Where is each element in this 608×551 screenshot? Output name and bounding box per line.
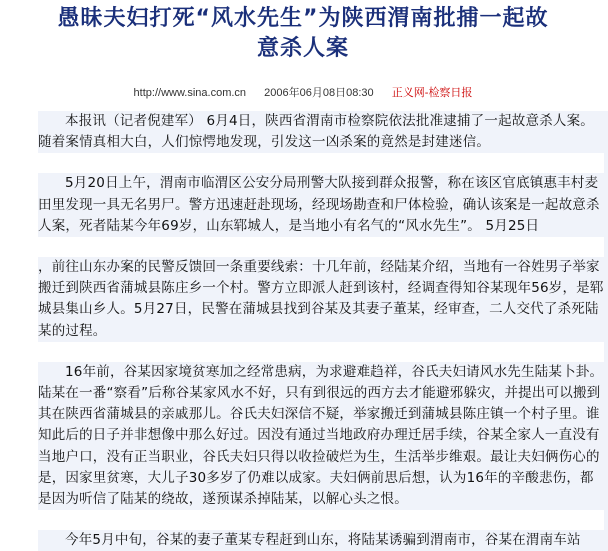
paragraph-2-continued: ，前往山东办案的民警反馈回一条重要线索：十几年前，经陆某介绍，当地有一谷姓男子举家搬迁到陕西省蒲城县陈庄乡一个村。警方立即派人赶到该村，经调查得知谷某现年56岁，是郓城县集山乡人。5月27日，民警在蒲城县找到谷某及其妻子董某，经审查，二人交代了杀死陆某的过程。 — [38, 259, 604, 339]
article-source — [392, 87, 473, 99]
headline-line-2: 意杀人案 — [256, 36, 349, 61]
source-separator: - — [424, 87, 429, 99]
article-body — [38, 111, 608, 551]
source-site-link[interactable]: 正义网 — [391, 87, 425, 99]
source-paper-link[interactable]: 检察日报 — [428, 87, 473, 99]
paragraph-2: 5月20日上午，渭南市临渭区公安分局刑警大队接到群众报警，称在该区官底镇惠丰村麦田里发现一具无名男尸。警方迅速赶赴现场，经现场勘查和尸体检验，确认该案是一起故意杀人案，死者陆某今年69岁，山东郓城人，是当地小有名气的“风水先生”。 5月25日 — [38, 175, 600, 234]
paragraph-1: 本报讯（记者倪建军） 6月4日，陕西省渭南市检察院依法批准逮捕了一起故意杀人案。随着案情真相大白，人们惊愕地发现，引发这一凶杀案的竟然是封建迷信。 — [38, 113, 594, 151]
article-headline — [0, 4, 606, 64]
paragraph-3: 16年前，谷某因家境贫寒加之经常患病，为求避难趋祥，谷氏夫妇请风水先生陆某卜卦。陆某在一番“察看”后称谷某家风水不好，只有到很远的西方去才能避邪躲灾，并提出可以搬到其在陕西省蒲城县的亲戚那儿。谷氏夫妇深信不疑，举家搬迁到蒲城县陈庄镇一个村子里。谁知此后的日子并非想像中那么好过。因没有通过当地政府办理迁居手续，谷某全家人一直没有当地户口，没有正当职业，谷氏夫妇只得以收捡破烂为生，生活举步维艰。最让夫妇俩伤心的是，因家里贫寒，大儿子30多岁了仍难以成家。夫妇俩前思后想，认为16年的辛酸悲伤，都是因为听信了陆某的绕故，遂预谋杀掉陆某，以解心头之恨。 — [38, 363, 604, 508]
paragraph-4: 今年5月中旬，谷某的妻子董某专程赶到山东，将陆某诱骗到渭南市，谷某在渭南车站 — [65, 532, 581, 549]
publish-datetime: 2006年06月08日08:30 — [264, 87, 374, 99]
site-url: http://www.sina.com.cn — [133, 87, 247, 99]
article-meta — [0, 84, 606, 100]
headline-line-1: 愚昧夫妇打死“风水先生”为陕西渭南批捕一起故 — [57, 6, 549, 31]
